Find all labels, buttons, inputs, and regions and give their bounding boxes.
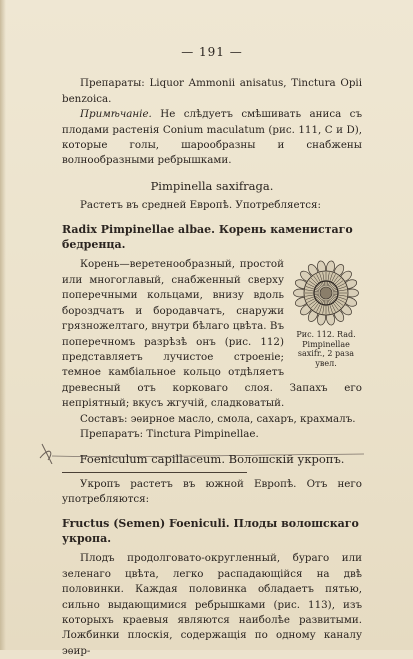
preparations-anise: Препараты: Liquor Ammonii anisatus, Tinctura Opii benzoica. xyxy=(62,77,362,105)
drug-heading-fructus-foeniculi: Fructus (Semen) Foeniculi. Плоды волошскаго укропа. xyxy=(62,516,359,545)
note-paragraph xyxy=(62,107,362,169)
page-number: — 191 — xyxy=(181,45,243,59)
page-spine-shadow xyxy=(0,0,6,650)
foeniculum-habitat: Укропъ растетъ въ южной Европѣ. Отъ него употребляются: xyxy=(62,477,362,506)
pimpinella-description: Корень—веретенообразный, простой или многоглавый, снабженный сверху поперечными кольцами, внизу вдоль бороздчатъ и бородавчатъ, снаружи грязножелтаго, внутри бѣлаго цвѣта. Въ поперечномъ разрѣзѣ онъ (рис. 112) представляетъ лучистое строеніе; темное камбіальное кольцо отдѣляетъ древесный отъ корковаго слоя. Запахъ его непріятный; вкусъ жгучій, сладковатый. xyxy=(62,258,362,410)
pimpinella-constituents: Составъ: эѳирное масло, смола, сахаръ, крахмалъ. xyxy=(80,412,356,425)
drug-heading-radix-pimpinellae: Radix Pimpinellae albae. Корень каменистаго бедренца. xyxy=(62,222,353,252)
figure-caption: Рис. 112. Rad. Pimpinellae saxifr., 2 раза увел. xyxy=(296,330,356,368)
section-title-foeniculum: Foeniculum capillaceum. Волошскій укропъ. xyxy=(79,452,345,467)
title-underline xyxy=(62,472,247,473)
figure-112 xyxy=(290,259,362,368)
section-title-pimpinella: Pimpinella saxifraga. xyxy=(150,178,274,193)
pimpinella-habitat: Растетъ въ средней Европѣ. Употребляется: xyxy=(80,199,322,212)
preparations-pimpinella: Препаратъ: Tinctura Pimpinellae. xyxy=(80,427,259,440)
page-content xyxy=(62,45,362,659)
note-label: Примѣчаніе. xyxy=(80,108,152,121)
root-cross-section-illustration xyxy=(292,259,360,327)
note-text: Не слѣдуетъ смѣшивать аниса съ плодами растенія Conium maculatum (рис. 111, C и D), которые голы, шарообразны и снабжены волнообразными ребрышками. xyxy=(62,108,362,167)
foeniculum-description: Плодъ продолговато-округленный, бураго или зеленаго цвѣта, легко распадающійся на двѣ половинки. Каждая половинка обладаетъ пятью, сильно выдающимися ребрышками (рис. 113), изъ которыхъ краевыя являются наиболѣе развитыми. Ложбинки плоскія, содержащія по одному каналу эѳир- xyxy=(62,552,362,657)
